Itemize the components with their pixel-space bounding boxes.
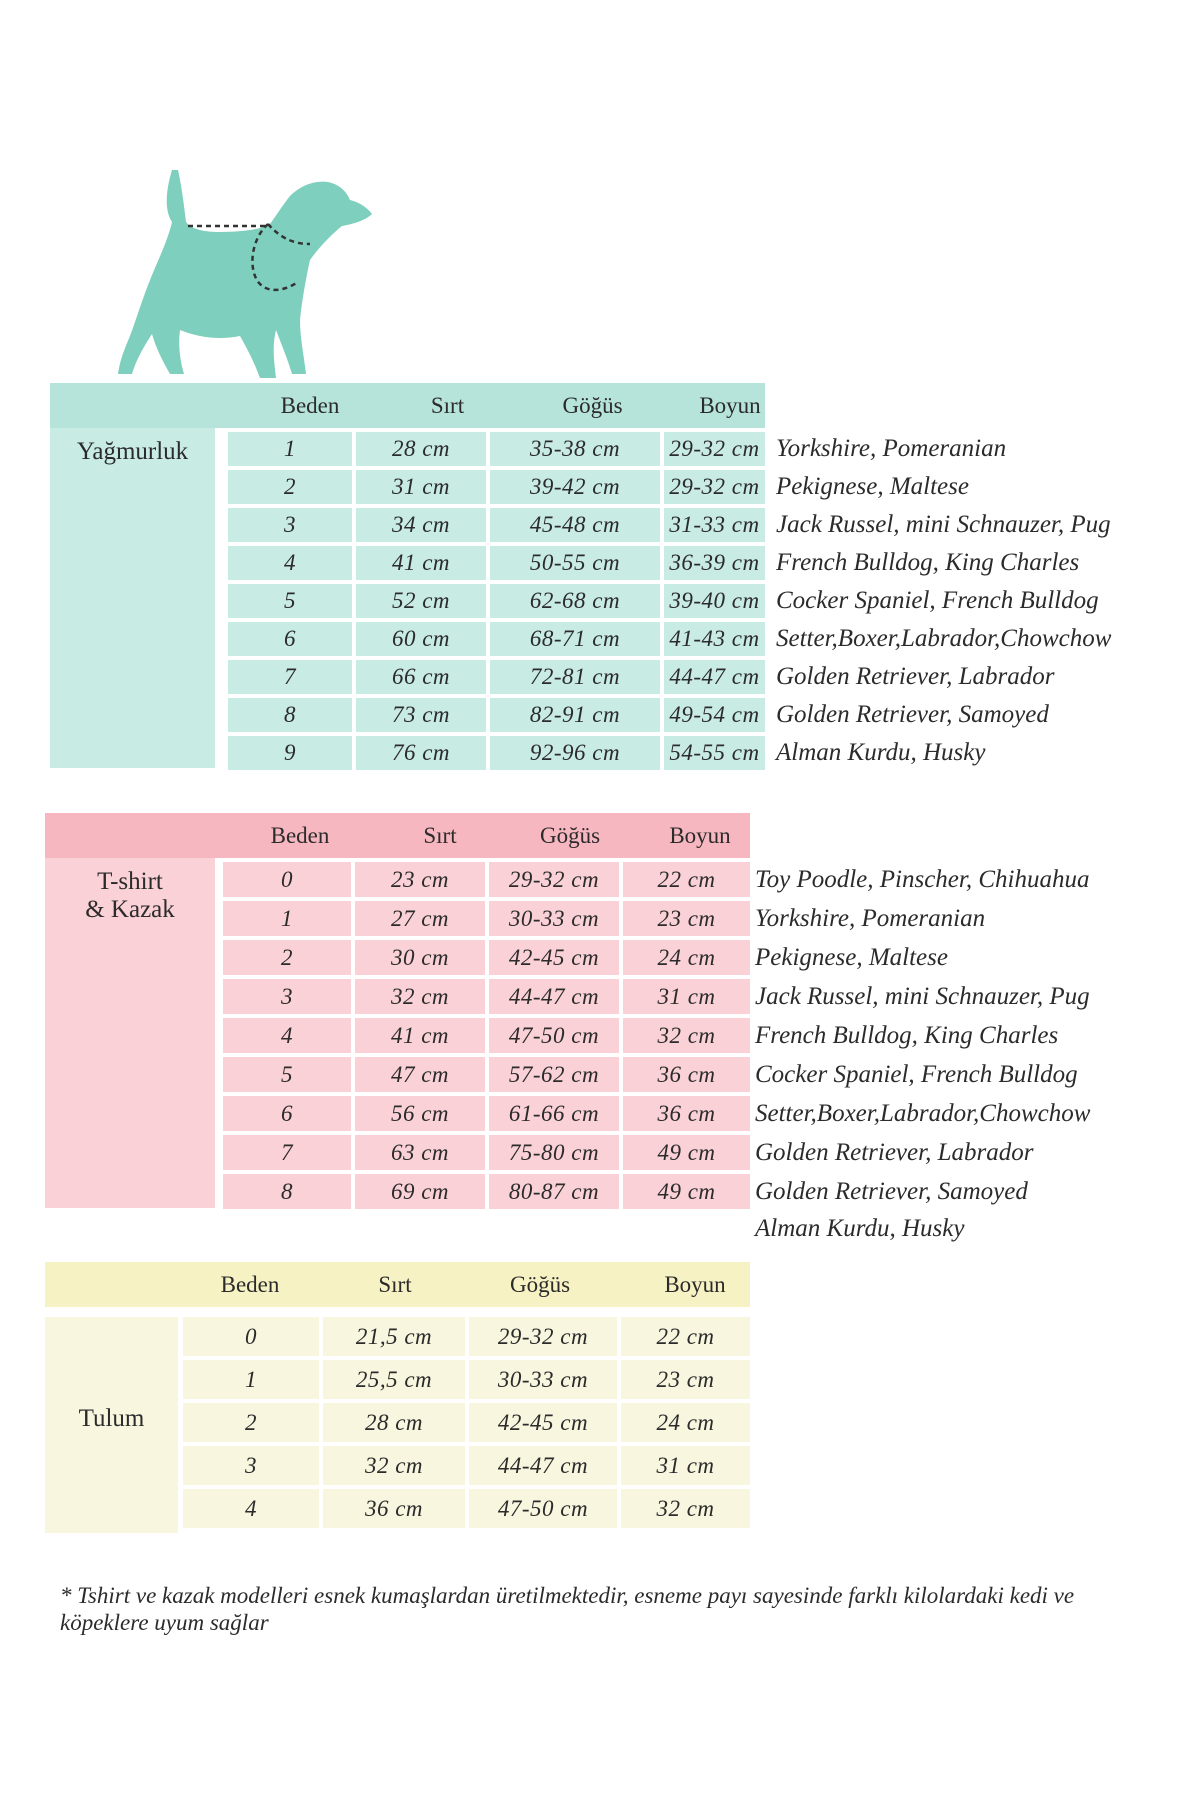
back-cell: 23 cm (355, 862, 485, 897)
table-row (45, 862, 1145, 897)
chest-cell: 75-80 cm (489, 1135, 619, 1170)
size-cell: 3 (223, 979, 351, 1014)
size-cell: 2 (183, 1403, 319, 1442)
chest-cell: 72-81 cm (490, 660, 660, 694)
header-sirt: Sırt (430, 393, 465, 418)
neck-cell: 22 cm (621, 1317, 750, 1356)
neck-cell: 49-54 cm (664, 698, 765, 732)
size-cell: 2 (223, 940, 351, 975)
size-cell: 4 (183, 1489, 319, 1528)
breeds-text: Yorkshire, Pomeranian (755, 904, 986, 932)
tulum-header-bar (45, 1262, 750, 1307)
header-beden: Beden (270, 823, 330, 848)
neck-cell: 44-47 cm (664, 660, 765, 694)
chest-cell: 80-87 cm (489, 1174, 619, 1209)
table-row (45, 1403, 845, 1442)
chest-cell: 57-62 cm (489, 1057, 619, 1092)
neck-cell: 31 cm (621, 1446, 750, 1485)
yagmurluk-category-label: Yağmurluk (76, 438, 189, 465)
tshirt-category-label: T-shirt & Kazak (85, 868, 175, 923)
neck-cell: 41-43 cm (664, 622, 765, 656)
size-cell: 5 (223, 1057, 351, 1092)
chest-cell: 44-47 cm (469, 1446, 617, 1485)
neck-cell: 31 cm (623, 979, 750, 1014)
breeds-text: Golden Retriever, Labrador (755, 1138, 1034, 1166)
chest-cell: 30-33 cm (469, 1360, 617, 1399)
table-row (45, 1018, 1145, 1053)
back-cell: 41 cm (355, 1018, 485, 1053)
size-cell: 3 (228, 508, 352, 542)
size-cell: 1 (228, 432, 352, 466)
breeds-text: Golden Retriever, Samoyed (776, 701, 1049, 728)
neck-cell: 49 cm (623, 1174, 750, 1209)
size-cell: 2 (228, 470, 352, 504)
back-cell: 36 cm (323, 1489, 465, 1528)
table-row (50, 546, 1150, 580)
dog-body-shape (118, 170, 372, 378)
breeds-text: Toy Poodle, Pinscher, Chihuahua (755, 865, 1090, 893)
chest-cell: 39-42 cm (490, 470, 660, 504)
table-row (45, 1446, 845, 1485)
size-cell: 4 (228, 546, 352, 580)
neck-cell: 23 cm (623, 901, 750, 936)
header-gogus: Göğüs (562, 393, 623, 418)
breeds-text: Pekignese, Maltese (755, 943, 948, 971)
header-beden: Beden (280, 393, 340, 418)
chest-cell: 61-66 cm (489, 1096, 619, 1131)
back-cell: 69 cm (355, 1174, 485, 1209)
table-row (45, 1317, 845, 1356)
chest-cell: 42-45 cm (489, 940, 619, 975)
back-cell: 34 cm (356, 508, 486, 542)
back-cell: 52 cm (356, 584, 486, 618)
chest-cell: 44-47 cm (489, 979, 619, 1014)
back-cell: 73 cm (356, 698, 486, 732)
header-boyun: Boyun (664, 1272, 726, 1297)
table-row (45, 979, 1145, 1014)
back-cell: 28 cm (356, 432, 486, 466)
tshirt-header-bar (45, 813, 750, 858)
breeds-text: Golden Retriever, Labrador (776, 663, 1055, 690)
neck-cell: 32 cm (623, 1018, 750, 1053)
back-cell: 63 cm (355, 1135, 485, 1170)
chest-cell: 30-33 cm (489, 901, 619, 936)
chest-cell: 82-91 cm (490, 698, 660, 732)
breeds-text: Golden Retriever, Samoyed (755, 1177, 1028, 1205)
table-row (45, 1174, 1145, 1209)
header-sirt: Sırt (423, 823, 457, 848)
breeds-text: French Bulldog, King Charles (776, 549, 1080, 576)
size-cell: 1 (183, 1360, 319, 1399)
size-cell: 1 (223, 901, 351, 936)
table-row (50, 622, 1150, 656)
size-cell: 3 (183, 1446, 319, 1485)
chest-cell: 47-50 cm (469, 1489, 617, 1528)
back-cell: 41 cm (356, 546, 486, 580)
size-cell: 0 (183, 1317, 319, 1356)
header-gogus: Göğüs (539, 823, 601, 848)
table-row (45, 1489, 845, 1528)
breeds-text: Setter,Boxer,Labrador,Chowchow (776, 625, 1112, 652)
table-row (50, 470, 1150, 504)
neck-cell: 36 cm (623, 1096, 750, 1131)
size-cell: 6 (223, 1096, 351, 1131)
header-beden: Beden (220, 1272, 280, 1297)
back-cell: 27 cm (355, 901, 485, 936)
size-cell: 6 (228, 622, 352, 656)
table-row (50, 508, 1150, 542)
breeds-text: Cocker Spaniel, French Bulldog (776, 587, 1099, 614)
chest-cell: 92-96 cm (490, 736, 660, 770)
table-row (50, 584, 1150, 618)
table-row (50, 660, 1150, 694)
neck-cell: 54-55 cm (664, 736, 765, 770)
back-cell: 60 cm (356, 622, 486, 656)
neck-cell: 24 cm (621, 1403, 750, 1442)
back-cell: 56 cm (355, 1096, 485, 1131)
breeds-text: French Bulldog, King Charles (755, 1021, 1059, 1049)
footnote: * Tshirt ve kazak modelleri esnek kumaşlardan üretilmektedir, esneme payı sayesinde farklı kilolardaki kedi ve köpeklere uyum sağlar (60, 1583, 1075, 1635)
size-cell: 9 (228, 736, 352, 770)
tshirt-extra-breed: Alman Kurdu, Husky (755, 1215, 965, 1242)
breeds-text: Yorkshire, Pomeranian (776, 435, 1007, 462)
header-gogus: Göğüs (509, 1272, 571, 1297)
chest-cell: 45-48 cm (490, 508, 660, 542)
breeds-text: Setter,Boxer,Labrador,Chowchow (755, 1099, 1091, 1127)
back-cell: 31 cm (356, 470, 486, 504)
back-cell: 32 cm (323, 1446, 465, 1485)
table-row (45, 1360, 845, 1399)
neck-cell: 29-32 cm (664, 470, 765, 504)
breeds-text: Pekignese, Maltese (776, 473, 969, 500)
size-cell: 8 (228, 698, 352, 732)
neck-cell: 23 cm (621, 1360, 750, 1399)
breeds-text: Jack Russel, mini Schnauzer, Pug (755, 982, 1090, 1010)
chest-cell: 62-68 cm (490, 584, 660, 618)
back-cell: 21,5 cm (323, 1317, 465, 1356)
table-row (45, 940, 1145, 975)
back-cell: 66 cm (356, 660, 486, 694)
size-cell: 8 (223, 1174, 351, 1209)
table-row (45, 1135, 1145, 1170)
back-cell: 25,5 cm (323, 1360, 465, 1399)
chest-cell: 42-45 cm (469, 1403, 617, 1442)
header-boyun: Boyun (669, 823, 731, 848)
neck-cell: 22 cm (623, 862, 750, 897)
table-row (45, 1057, 1145, 1092)
chest-cell: 35-38 cm (490, 432, 660, 466)
chest-cell: 47-50 cm (489, 1018, 619, 1053)
chest-cell: 29-32 cm (469, 1317, 617, 1356)
header-boyun: Boyun (699, 393, 761, 418)
back-cell: 30 cm (355, 940, 485, 975)
back-cell: 32 cm (355, 979, 485, 1014)
back-cell: 28 cm (323, 1403, 465, 1442)
size-cell: 7 (223, 1135, 351, 1170)
table-row (45, 901, 1145, 936)
size-cell: 7 (228, 660, 352, 694)
yagmurluk-header-bar (50, 383, 765, 428)
chest-cell: 50-55 cm (490, 546, 660, 580)
table-row (50, 736, 1150, 770)
back-cell: 76 cm (356, 736, 486, 770)
breeds-text: Jack Russel, mini Schnauzer, Pug (776, 511, 1111, 538)
size-cell: 4 (223, 1018, 351, 1053)
neck-cell: 36-39 cm (664, 546, 765, 580)
table-row (50, 432, 1150, 466)
table-row (50, 698, 1150, 732)
breeds-text: Cocker Spaniel, French Bulldog (755, 1060, 1078, 1088)
neck-cell: 32 cm (621, 1489, 750, 1528)
chest-cell: 68-71 cm (490, 622, 660, 656)
breeds-text: Alman Kurdu, Husky (776, 739, 986, 766)
neck-cell: 24 cm (623, 940, 750, 975)
neck-cell: 29-32 cm (664, 432, 765, 466)
tulum-category-label: Tulum (78, 1405, 145, 1432)
neck-cell: 31-33 cm (664, 508, 765, 542)
neck-cell: 49 cm (623, 1135, 750, 1170)
back-cell: 47 cm (355, 1057, 485, 1092)
size-cell: 5 (228, 584, 352, 618)
neck-cell: 39-40 cm (664, 584, 765, 618)
chest-cell: 29-32 cm (489, 862, 619, 897)
table-row (45, 1096, 1145, 1131)
neck-cell: 36 cm (623, 1057, 750, 1092)
dog-silhouette-icon (110, 160, 380, 385)
header-sirt: Sırt (378, 1272, 412, 1297)
size-cell: 0 (223, 862, 351, 897)
